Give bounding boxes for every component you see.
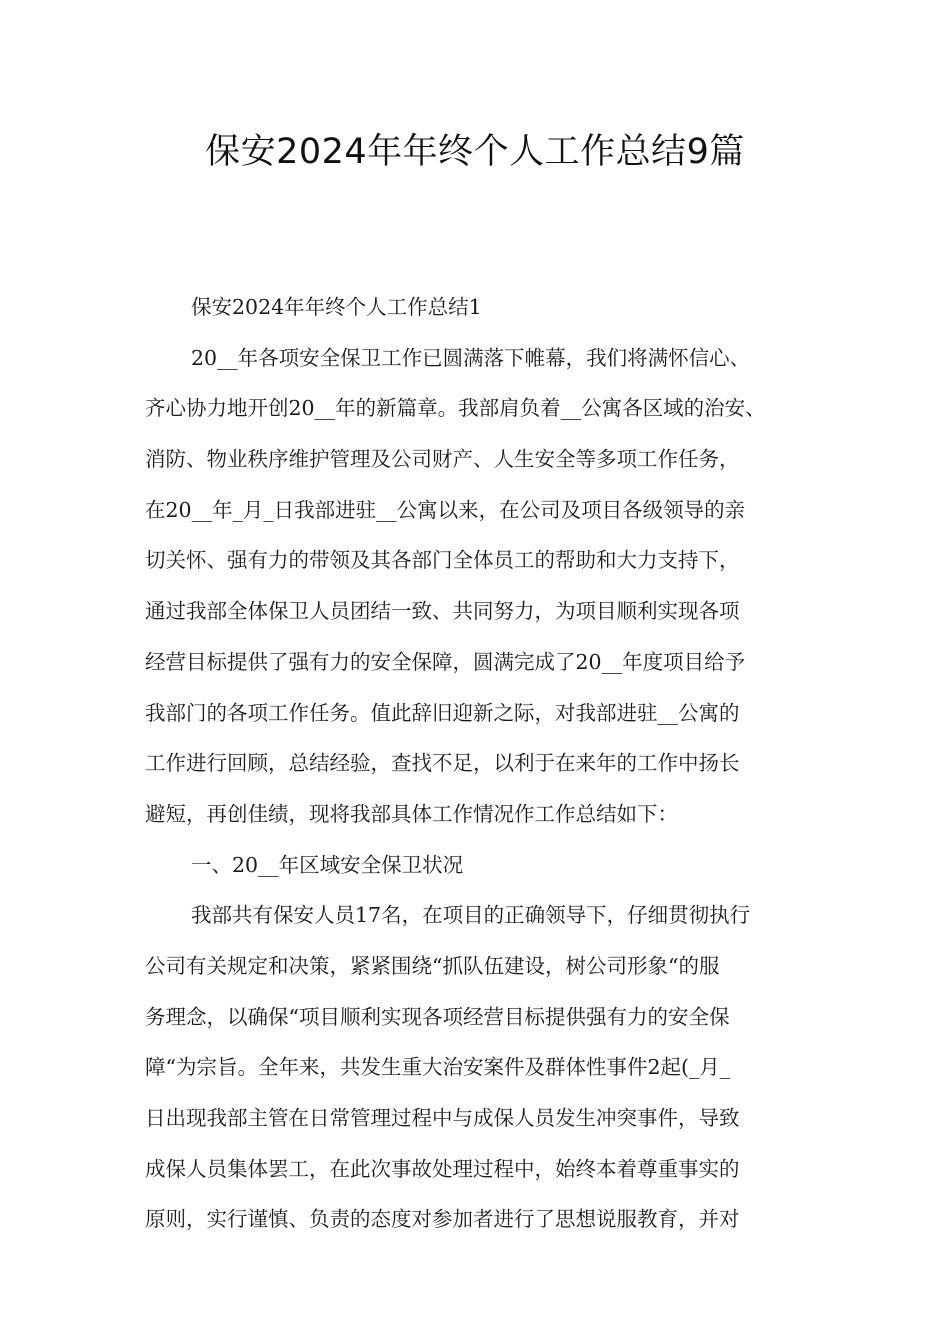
text-line: 通过我部全体保卫人员团结一致、共同努力，为项目顺利实现各项 (145, 599, 740, 624)
text-line: 日出现我部主管在日常管理过程中与成保人员发生冲突事件，导致 (145, 1106, 740, 1130)
text-line: 避短，再创佳绩，现将我部具体工作情况作工作总结如下： (145, 801, 678, 826)
text-line: 我部门的各项工作任务。值此辞旧迎新之际，对我部进驻__公寓的 (145, 700, 740, 725)
text-line: 切关怀、强有力的带领及其各部门全体员工的帮助和大力支持下， (145, 548, 740, 573)
text-line: 在20__年_月_日我部进驻__公寓以来，在公司及项目各级领导的亲 (145, 497, 746, 522)
text-line: 原则，实行谨慎、负责的态度对参加者进行了思想说服教育，并对 (145, 1207, 740, 1232)
text-line: 公司有关规定和决策，紧紧围绕“抓队伍建设，树公司形象“的服 (145, 953, 720, 978)
text-line: 务理念，以确保“项目顺利实现各项经营目标提供强有力的安全保 (145, 1004, 730, 1029)
text-line: 一、20__年区域安全保卫状况 (191, 852, 464, 877)
document-title: 保安2024年年终个人工作总结9篇 (205, 132, 745, 172)
text-line: 20__年各项安全保卫工作已圆满落下帷幕，我们将满怀信心、 (191, 345, 751, 370)
text-line: 工作进行回顾，总结经验，查找不足，以利于在来年的工作中扬长 (145, 751, 740, 776)
text-line: 齐心协力地开创20__年的新篇章。我部肩负着__公寓各区域的治安、 (145, 396, 766, 421)
text-line: 经营目标提供了强有力的安全保障，圆满完成了20__年度项目给予 (145, 649, 746, 674)
document-body (145, 282, 810, 1245)
text-line: 保安2024年年终个人工作总结1 (191, 295, 482, 319)
text-line: 消防、物业秩序维护管理及公司财产、人生安全等多项工作任务， (145, 447, 740, 472)
text-line: 障“为宗旨。全年来，共发生重大治安案件及群体性事件2起(_月_ (145, 1055, 731, 1080)
text-line: 成保人员集体罢工，在此次事故处理过程中，始终本着尊重事实的 (145, 1156, 740, 1181)
text-line: 我部共有保安人员17名，在项目的正确领导下，仔细贯彻执行 (191, 903, 751, 928)
